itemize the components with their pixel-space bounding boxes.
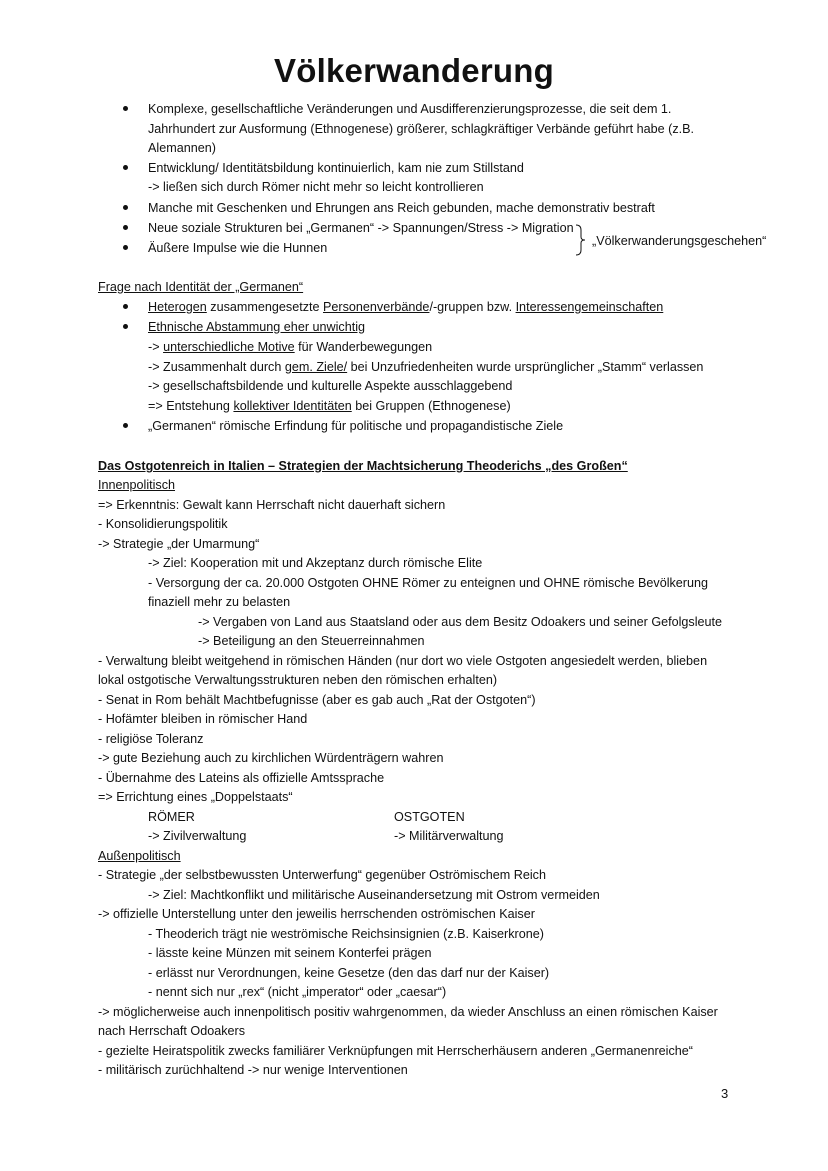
innen-line: lokal ostgotische Verwaltungsstrukturen neben den römischen erhalten) (98, 673, 498, 687)
aussen-line: - gezielte Heiratspolitik zwecks familiärer Verknüpfungen mit Herrscherhäusern anderen „Germanenreiche“ (98, 1044, 693, 1058)
intro-bullet-3: Manche mit Geschenken und Ehrungen ans Reich gebunden, mache demonstrativ bestraft (148, 201, 655, 215)
curly-brace-icon (575, 224, 587, 256)
bullet-dot (123, 165, 128, 170)
aussen-line: - nennt sich nur „rex“ (nicht „imperator“ oder „caesar“) (148, 985, 447, 999)
aussen-line: - militärisch zurüchhaltend -> nur wenige Interventionen (98, 1063, 408, 1077)
innen-line: => Erkenntnis: Gewalt kann Herrschaft nicht dauerhaft sichern (98, 498, 446, 512)
brace-label: „Völkerwanderungsgeschehen“ (592, 234, 767, 248)
text-segment: zusammengesetzte (206, 300, 324, 314)
intro-bullet-5: Äußere Impulse wie die Hunnen (148, 241, 328, 255)
identity-sub-1 (148, 339, 432, 355)
text-segment: -> (148, 340, 164, 354)
bullet-dot (123, 106, 128, 111)
term-interessengemeinschaften: Interessengemeinschaften (515, 300, 664, 314)
page-title: Völkerwanderung (274, 52, 554, 89)
identity-bullet-1 (148, 299, 663, 315)
aussen-line: - erlässt nur Verordnungen, keine Gesetze (den das darf nur der Kaiser) (148, 966, 550, 980)
identity-sub-3: -> gesellschaftsbildende und kulturelle Aspekte ausschlaggebend (148, 379, 513, 393)
intro-bullet-1-line-3: Alemannen) (148, 141, 216, 155)
innen-line: - Verwaltung bleibt weitgehend in römischen Händen (nur dort wo viele Ostgoten angesiedelt werden, blieben (98, 654, 708, 668)
identity-sub-2 (148, 359, 703, 375)
romer-value: -> Zivilverwaltung (148, 829, 247, 843)
innen-line: finaziell mehr zu belasten (148, 595, 291, 609)
term-identitaeten: kollektiver Identitäten (233, 399, 352, 413)
intro-bullet-1-line-1: Komplexe, gesellschaftliche Veränderungen und Ausdifferenzierungsprozesse, die seit dem 1. (148, 102, 672, 116)
term-motive: unterschiedliche Motive (163, 340, 295, 354)
aussen-line: -> offizielle Unterstellung unter den jeweilis herrschenden oströmischen Kaiser (98, 907, 535, 921)
aussenpolitik-heading: Außenpolitisch (98, 849, 181, 863)
intro-bullet-1-line-2: Jahrhundert zur Ausformung (Ethnogenese) größerer, schlagkräftiger Verbände geführt habe (z.B. (148, 122, 695, 136)
aussen-line: -> Ziel: Machtkonflikt und militärische Auseinandersetzung mit Ostrom vermeiden (148, 888, 600, 902)
innen-line: - Senat in Rom behält Machtbefugnisse (aber es gab auch „Rat der Ostgoten“) (98, 693, 536, 707)
innen-line: - Versorgung der ca. 20.000 Ostgoten OHNE Römer zu enteignen und OHNE römische Bevölkerung (148, 576, 709, 590)
aussen-line: - Strategie „der selbstbewussten Unterwerfung“ gegenüber Oströmischem Reich (98, 868, 546, 882)
column-ostgoten: OSTGOTEN (394, 810, 465, 824)
identity-bullet-3: „Germanen“ römische Erfindung für politische und propagandistische Ziele (148, 419, 564, 433)
ostgoten-heading: Das Ostgotenreich in Italien – Strategien der Machtsicherung Theoderichs „des Großen“ (98, 459, 628, 473)
intro-bullet-2-line-1: Entwicklung/ Identitätsbildung kontinuierlich, kam nie zum Stillstand (148, 161, 524, 175)
identity-sub-4 (148, 398, 511, 414)
innen-line: - Hofämter bleiben in römischer Hand (98, 712, 308, 726)
text-segment: bei Gruppen (Ethnogenese) (351, 399, 511, 413)
innen-line: - Übernahme des Lateins als offizielle Amtssprache (98, 771, 385, 785)
innen-line: -> Beteiligung an den Steuerreinnahmen (198, 634, 425, 648)
aussen-line: - Theoderich trägt nie weströmische Reichsinsignien (z.B. Kaiserkrone) (148, 927, 544, 941)
text-segment: /-gruppen bzw. (429, 300, 516, 314)
bullet-dot (123, 225, 128, 230)
bullet-dot (123, 205, 128, 210)
aussen-line: - lässte keine Münzen mit seinem Konterfei prägen (148, 946, 432, 960)
term-heterogen: Heterogen (148, 300, 207, 314)
identity-bullet-2: Ethnische Abstammung eher unwichtig (148, 320, 366, 334)
identity-heading: Frage nach Identität der „Germanen“ (98, 280, 304, 294)
innen-line: - religiöse Toleranz (98, 732, 204, 746)
aussen-line: nach Herrschaft Odoakers (98, 1024, 245, 1038)
aussen-line: -> möglicherweise auch innenpolitisch positiv wahrgenommen, da wieder Anschluss an einen römischen Kaiser (98, 1005, 718, 1019)
innenpolitik-heading: Innenpolitisch (98, 478, 176, 492)
innen-line: -> Strategie „der Umarmung“ (98, 537, 260, 551)
term-personenverbaende: Personenverbände (323, 300, 430, 314)
text-segment: für Wanderbewegungen (294, 340, 433, 354)
text-segment: => Entstehung (148, 399, 234, 413)
innen-line: -> gute Beziehung auch zu kirchlichen Würdenträgern wahren (98, 751, 444, 765)
intro-bullet-4: Neue soziale Strukturen bei „Germanen“ -> Spannungen/Stress -> Migration (148, 221, 574, 235)
page-number: 3 (721, 1086, 729, 1101)
innen-line: -> Ziel: Kooperation mit und Akzeptanz durch römische Elite (148, 556, 483, 570)
bullet-dot (123, 423, 128, 428)
bullet-dot (123, 324, 128, 329)
innen-line: => Errichtung eines „Doppelstaats“ (98, 790, 293, 804)
bullet-dot (123, 304, 128, 309)
column-romer: RÖMER (148, 810, 195, 824)
ostgoten-value: -> Militärverwaltung (394, 829, 504, 843)
intro-bullet-2-line-2: -> ließen sich durch Römer nicht mehr so leicht kontrollieren (148, 180, 484, 194)
text-segment: bei Unzufriedenheiten wurde ursprünglicher „Stamm“ verlassen (347, 360, 704, 374)
innen-line: - Konsolidierungspolitik (98, 517, 228, 531)
term-ziele: gem. Ziele/ (284, 360, 348, 374)
bullet-dot (123, 245, 128, 250)
innen-line: -> Vergaben von Land aus Staatsland oder aus dem Besitz Odoakers und seiner Gefolgsleute (198, 615, 723, 629)
text-segment: -> Zusammenhalt durch (148, 360, 285, 374)
